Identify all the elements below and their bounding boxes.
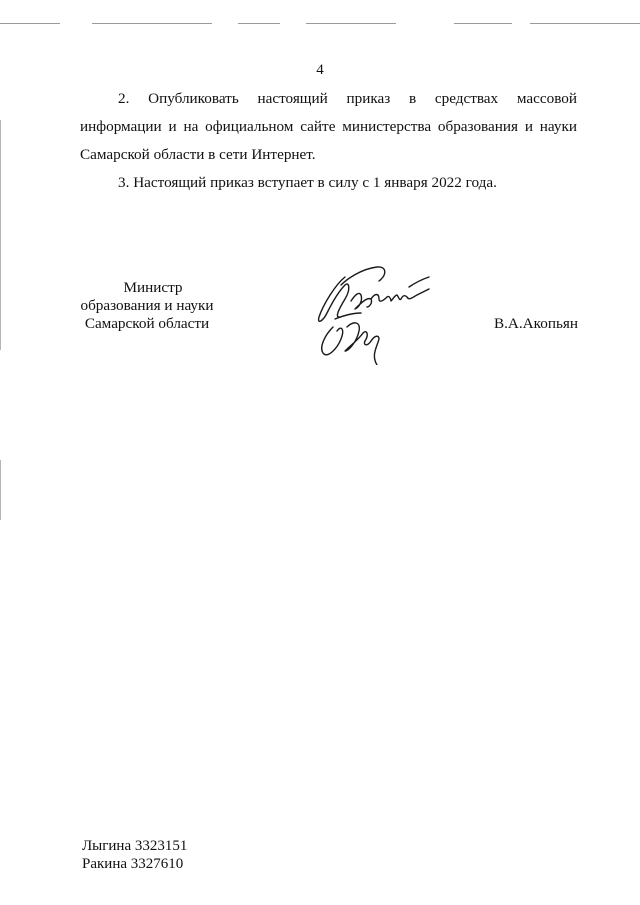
signer-name: В.А.Акопьян [493,315,578,332]
executor-line-1: Лыгина 3323151 [82,838,188,854]
paragraph-3: 3. Настоящий приказ вступает в силу с 1 января 2022 года. [118,174,497,191]
scan-left-edge [0,120,1,350]
signer-title-line-2: образования и науки [80,297,214,314]
paragraph-2-line-3: Самарской области в сети Интернет. [80,146,316,163]
paragraph-2-line-2: информации и на официальном сайте министерства образования и науки [80,118,577,135]
signer-title-line-3: Самарской области [84,315,210,332]
executor-line-2: Ракина 3327610 [82,856,184,872]
scan-left-edge-lower [0,460,1,520]
signer-title-line-1: Министр [123,279,183,296]
page-number: 4 [316,62,324,78]
handwritten-signature [305,255,435,365]
paragraph-2-line-1: 2. Опубликовать настоящий приказ в средствах массовой [118,90,577,107]
